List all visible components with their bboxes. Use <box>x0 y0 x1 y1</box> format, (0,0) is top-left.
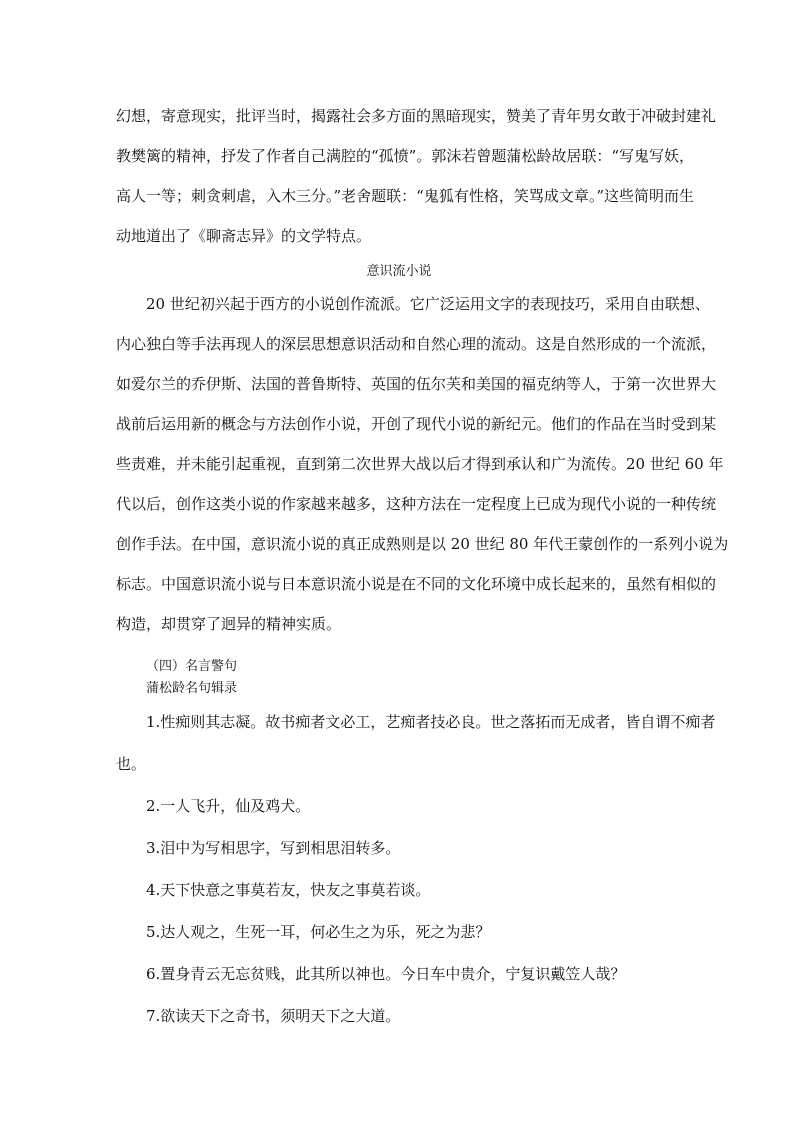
stream-line-7: 创作手法。在中国，意识流小说的真正成熟则是以 20 世纪 80 年代王蒙创作的一系列小说为 <box>116 535 729 553</box>
section-title: 意识流小说 <box>366 264 432 279</box>
intro-line-3: 高人一等；刺贪刺虐，入木三分。”老舍题联：“鬼狐有性格，笑骂成文章。”这些简明而生 <box>116 187 695 205</box>
intro-paragraph <box>116 96 717 256</box>
quote-7: 7.欲读天下之奇书，须明天下之大道。 <box>146 1007 401 1025</box>
section-heading: （四）名言警句 <box>146 659 238 674</box>
stream-line-5: 些责难，并未能引起重视，直到第二次世界大战以后才得到承认和广为流传。20 世纪 60 年 <box>116 455 724 473</box>
quote-3: 3.泪中为写相思字，写到相思泪转多。 <box>146 839 401 857</box>
intro-line-4: 动地道出了《聊斋志异》的文学特点。 <box>116 227 372 245</box>
quote-4: 4.天下快意之事莫若友，快友之事莫若谈。 <box>146 881 431 899</box>
stream-line-3: 如爱尔兰的乔伊斯、法国的普鲁斯特、英国的伍尔芙和美国的福克纳等人，于第一次世界大 <box>116 375 717 393</box>
quote-5: 5.达人观之，生死一耳，何必生之为乐，死之为悲？ <box>146 923 491 941</box>
quote-1: 1.性痴则其志凝。故书痴者文必工，艺痴者技必良。世之落拓而无成者，皆自谓不痴者 <box>146 713 716 731</box>
stream-line-8: 标志。中国意识流小说与日本意识流小说是在不同的文化环境中成长起来的，虽然有相似的 <box>116 575 717 593</box>
quote-2: 2.一人飞升，仙及鸡犬。 <box>146 797 311 815</box>
quote-6: 6.置身青云无忘贫贱，此其所以神也。今日车中贵介，宁复识戴笠人哉？ <box>146 965 626 983</box>
intro-line-1: 幻想，寄意现实，批评当时，揭露社会多方面的黑暗现实，赞美了青年男女敢于冲破封建礼 <box>116 107 717 125</box>
stream-line-2: 内心独白等手法再现人的深层思想意识活动和自然心理的流动。这是自然形成的一个流派， <box>116 335 717 353</box>
stream-line-6: 代以后，创作这类小说的作家越来越多，这种方法在一定程度上已成为现代小说的一种传统 <box>116 495 717 513</box>
section-subheading: 蒲松龄名句辑录 <box>146 681 238 696</box>
stream-line-4: 战前后运用新的概念与方法创作小说，开创了现代小说的新纪元。他们的作品在当时受到某 <box>116 415 717 433</box>
intro-line-2: 教樊篱的精神，抒发了作者自己满腔的“孤愤”。郭沫若曾题蒲松龄故居联：“写鬼写妖， <box>116 147 695 165</box>
quote-1-continued: 也。 <box>116 755 147 773</box>
stream-line-9: 构造，却贯穿了迥异的精神实质。 <box>116 615 342 633</box>
stream-paragraph <box>116 284 729 644</box>
stream-line-1: 20 世纪初兴起于西方的小说创作流派。它广泛运用文字的表现技巧，采用自由联想、 <box>146 295 710 313</box>
